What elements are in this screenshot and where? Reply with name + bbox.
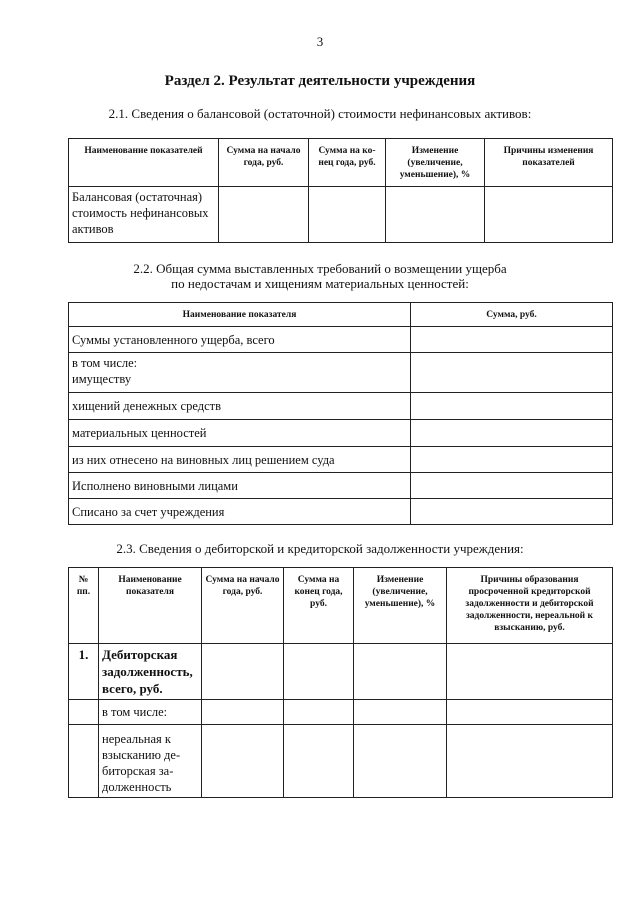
row-label: Балансовая (остаточная) стоимость нефинансовых активов	[69, 187, 219, 243]
header-cell: Причины изменения показателей	[485, 139, 613, 187]
row-label: Дебиторская задолженность, всего, руб.	[99, 644, 202, 700]
table-header-row	[69, 139, 613, 187]
header-cell: Сумма на начало года, руб.	[219, 139, 309, 187]
header-cell: Изменение (увеличение, уменьшение), %	[386, 139, 485, 187]
table3-caption: 2.3. Сведения о дебиторской и кредиторской задолженности учреждения:	[116, 541, 524, 556]
value-cell	[202, 700, 284, 725]
table-row	[69, 644, 613, 700]
value-cell	[411, 420, 613, 447]
value-cell	[411, 473, 613, 499]
row-label: в том числе: имуществу	[69, 353, 411, 393]
value-cell	[411, 327, 613, 353]
value-cell	[386, 187, 485, 243]
value-cell	[411, 353, 613, 393]
header-cell: № пп.	[69, 568, 99, 644]
table-row	[69, 447, 613, 473]
value-cell	[411, 447, 613, 473]
value-cell	[202, 644, 284, 700]
balance-value-table	[68, 138, 613, 243]
value-cell	[219, 187, 309, 243]
value-cell	[411, 393, 613, 420]
header-cell: Наименование показателя	[99, 568, 202, 644]
value-cell	[284, 725, 354, 798]
value-cell	[354, 700, 447, 725]
page-number: 3	[316, 34, 324, 49]
table-header-row	[69, 303, 613, 327]
table-row	[69, 473, 613, 499]
row-number	[69, 700, 99, 725]
row-label: хищений денежных средств	[69, 393, 411, 420]
header-cell: Сумма, руб.	[411, 303, 613, 327]
table1-caption: 2.1. Сведения о балансовой (остаточной) стоимости нефинансовых активов:	[108, 106, 532, 121]
row-number	[69, 725, 99, 798]
value-cell	[202, 725, 284, 798]
value-cell	[309, 187, 386, 243]
row-label: Суммы установленного ущерба, всего	[69, 327, 411, 353]
table-row	[69, 187, 613, 243]
value-cell	[485, 187, 613, 243]
value-cell	[354, 725, 447, 798]
header-cell: Наименование показателей	[69, 139, 219, 187]
table-row	[69, 353, 613, 393]
damage-claims-table	[68, 302, 613, 525]
row-label: в том числе:	[99, 700, 202, 725]
value-cell	[411, 499, 613, 525]
table-row	[69, 327, 613, 353]
value-cell	[447, 725, 613, 798]
receivables-payables-table	[68, 567, 613, 798]
table-row	[69, 499, 613, 525]
row-label: Исполнено виновными лицами	[69, 473, 411, 499]
value-cell	[284, 644, 354, 700]
header-cell: Сумма на ко-нец года, руб.	[309, 139, 386, 187]
header-cell: Причины образования просроченной кредиторской задолженности и дебиторской задолженности, нереальной к взысканию, руб.	[447, 568, 613, 644]
header-cell: Сумма на конец года, руб.	[284, 568, 354, 644]
header-cell: Изменение (увеличение, уменьшение), %	[354, 568, 447, 644]
table2-caption-line1: 2.2. Общая сумма выставленных требований о возмещении ущерба	[133, 261, 507, 276]
row-number: 1.	[69, 644, 99, 700]
row-label: нереальная к взысканию де-биторская за-долженность	[99, 725, 202, 798]
header-cell: Сумма на начало года, руб.	[202, 568, 284, 644]
table-row	[69, 393, 613, 420]
table2-caption-line2: по недостачам и хищениям материальных ценностей:	[171, 276, 469, 291]
row-label: материальных ценностей	[69, 420, 411, 447]
value-cell	[447, 644, 613, 700]
table-header-row	[69, 568, 613, 644]
row-label: из них отнесено на виновных лиц решением суда	[69, 447, 411, 473]
row-label: Списано за счет учреждения	[69, 499, 411, 525]
header-cell: Наименование показателя	[69, 303, 411, 327]
table-row	[69, 725, 613, 798]
value-cell	[354, 644, 447, 700]
value-cell	[284, 700, 354, 725]
table-row	[69, 420, 613, 447]
section-title: Раздел 2. Результат деятельности учреждения	[164, 73, 476, 89]
table-row	[69, 700, 613, 725]
value-cell	[447, 700, 613, 725]
